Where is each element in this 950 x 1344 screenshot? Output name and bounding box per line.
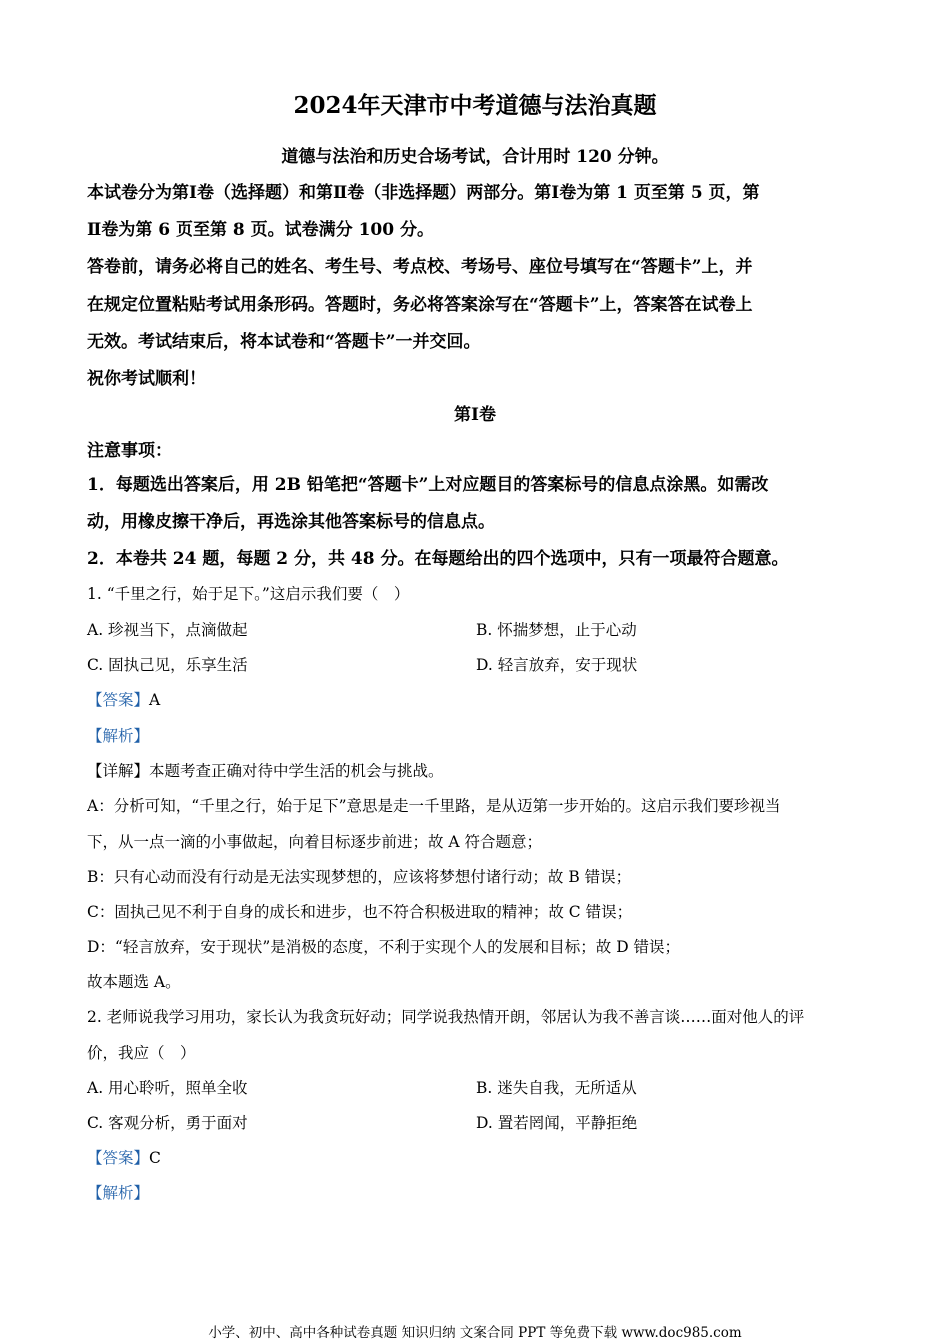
good-luck-line: 祝你考试顺利！ [87,369,206,389]
analysis-tag: 【解析】 [87,727,150,745]
question-2-analysis [87,1182,149,1204]
question-2-stem-cont: 价，我应（ ） [87,1044,196,1062]
question-1-option-d: D. 轻言放弃，安于现状 [476,656,638,674]
intro-line: Ⅱ卷为第 6 页至第 8 页。试卷满分 100 分。 [87,220,434,240]
question-1-answer [87,689,160,711]
question-2-option-a: A. 用心聆听，照单全收 [87,1079,248,1097]
question-2-stem: 2. 老师说我学习用功，家长认为我贪玩好动；同学说我热情开朗，邻居认为我不善言谈……面对他人的评 [87,1008,805,1026]
question-1-detail [87,760,444,782]
intro-line: 无效。考试结束后，将本试卷和“答题卡”一并交回。 [87,332,481,352]
explanation-line: B：只有心动而没有行动是无法实现梦想的，应该将梦想付诸行动；故 B 错误； [87,868,632,886]
section-title: 第Ⅰ卷 [454,405,496,425]
question-1-analysis [87,725,149,747]
note-line: 动，用橡皮擦干净后，再选涂其他答案标号的信息点。 [87,512,495,532]
question-2-option-c: C. 客观分析，勇于面对 [87,1114,248,1132]
question-2-option-d: D. 置若罔闻，平静拒绝 [476,1114,638,1132]
question-1-option-b: B. 怀揣梦想，止于心动 [476,621,637,639]
explanation-line: A：分析可知，“千里之行，始于足下”意思是走一千里路，是从迈第一步开始的。这启示我们要珍视当 [87,797,781,815]
explanation-conclusion: 故本题选 A。 [87,973,181,991]
detail-tag: 【详解】 [87,762,150,780]
intro-line: 答卷前，请务必将自己的姓名、考生号、考点校、考场号、座位号填写在“答题卡”上，并 [87,257,753,277]
question-1-stem: 1. “千里之行，始于足下。”这启示我们要（ ） [87,585,410,603]
intro-line: 在规定位置粘贴考试用条形码。答题时，务必将答案涂写在“答题卡”上，答案答在试卷上 [87,295,753,315]
question-1-option-a: A. 珍视当下，点滴做起 [87,621,248,639]
answer-tag: 【答案】 [87,1149,150,1167]
question-1-option-c: C. 固执己见，乐享生活 [87,656,248,674]
explanation-line: C：固执己见不利于自身的成长和进步，也不符合积极进取的精神；故 C 错误； [87,903,633,921]
answer-value: A [149,691,161,709]
analysis-tag: 【解析】 [87,1184,150,1202]
answer-value: C [149,1149,161,1167]
intro-line: 本试卷分为第Ⅰ卷（选择题）和第Ⅱ卷（非选择题）两部分。第Ⅰ卷为第 1 页至第 5 页，第 [87,183,760,203]
detail-intro: 本题考查正确对待中学生活的机会与挑战。 [149,762,444,780]
page-title: 2024年天津市中考道德与法治真题 [293,92,657,119]
page-footer: 小学、初中、高中各种试卷真题 知识归纳 文案合同 PPT 等免费下载 www.doc985.com [208,1325,742,1341]
question-2-option-b: B. 迷失自我，无所适从 [476,1079,637,1097]
explanation-line: 下，从一点一滴的小事做起，向着目标逐步前进；故 A 符合题意； [87,833,543,851]
answer-tag: 【答案】 [87,691,150,709]
question-2-answer [87,1147,161,1169]
explanation-line: D：“轻言放弃，安于现状”是消极的态度，不利于实现个人的发展和目标；故 D 错误； [87,938,681,956]
note-line: 2．本卷共 24 题，每题 2 分，共 48 分。在每题给出的四个选项中，只有一项最符合题意。 [87,549,789,569]
exam-subtitle: 道德与法治和历史合场考试，合计用时 120 分钟。 [281,147,669,167]
notes-title: 注意事项： [87,441,172,461]
note-line: 1．每题选出答案后，用 2B 铅笔把“答题卡”上对应题目的答案标号的信息点涂黑。如需改 [87,475,769,495]
